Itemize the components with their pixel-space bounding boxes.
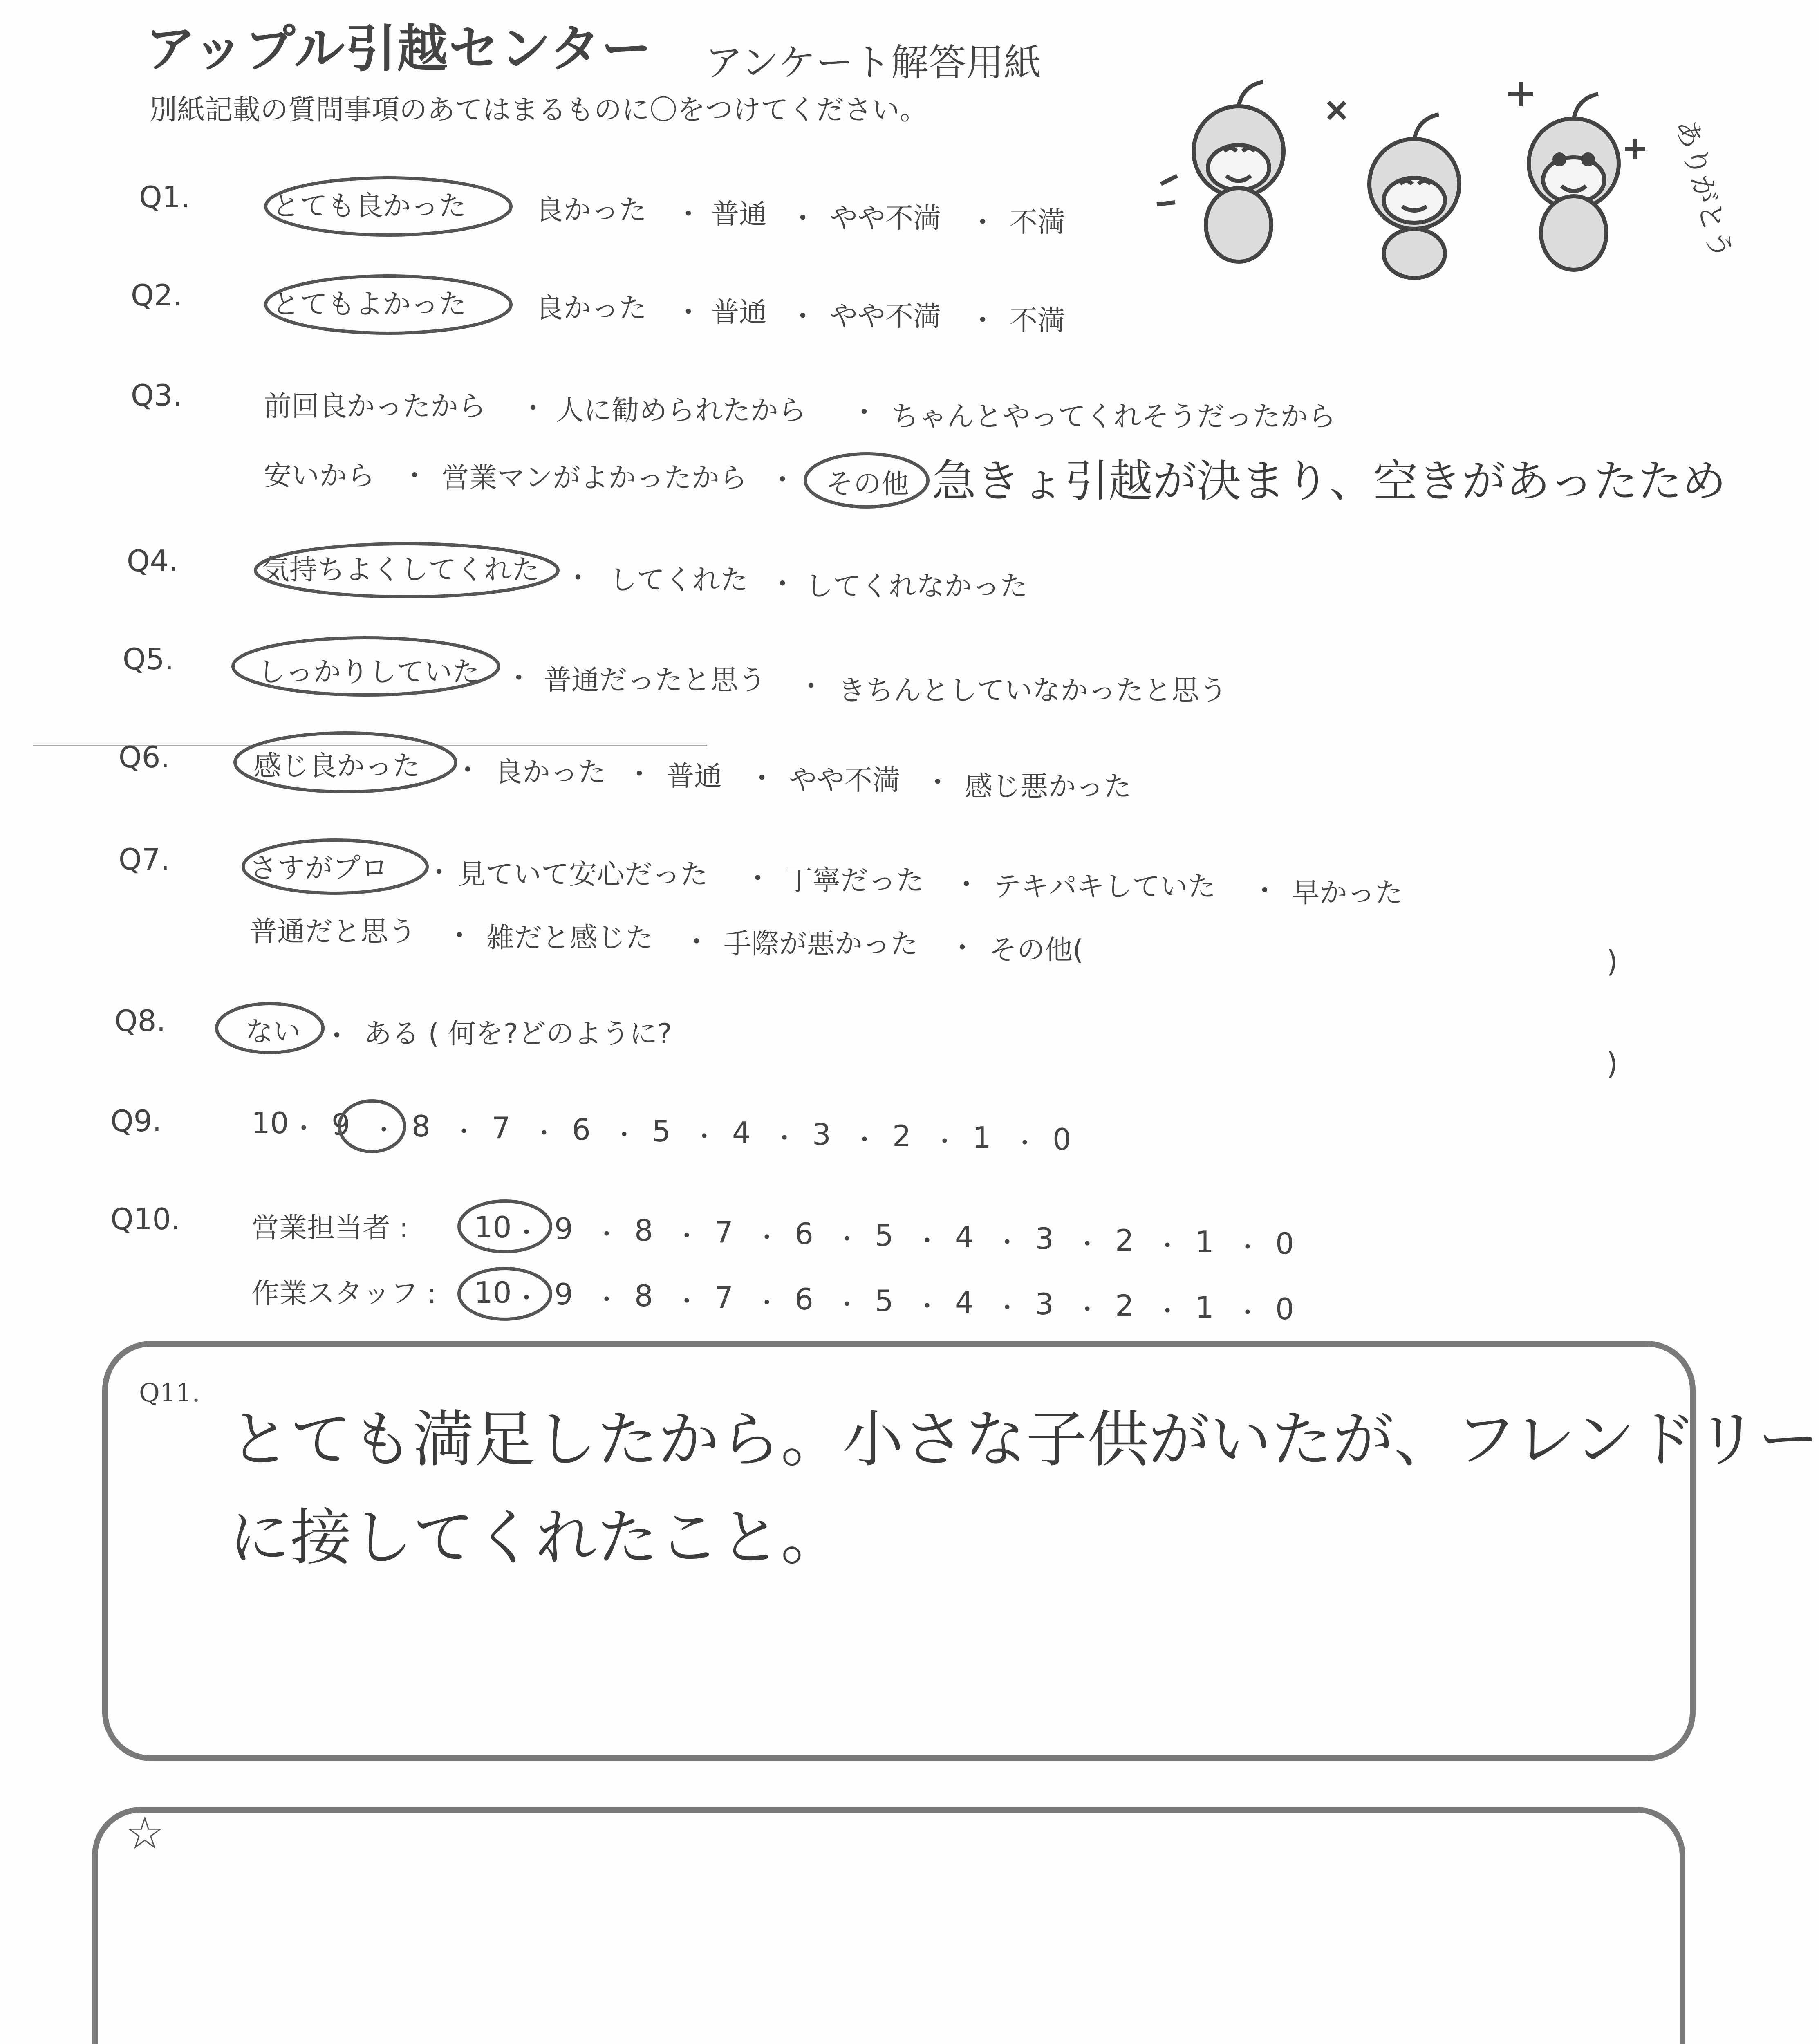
scale-number-2[interactable]: 2 bbox=[892, 1119, 911, 1153]
separator-dot: ・ bbox=[564, 562, 592, 594]
separator-dot: ・ bbox=[852, 1126, 877, 1154]
separator-dot: ・ bbox=[519, 392, 547, 425]
form-subtitle: アンケート解答用紙 bbox=[705, 41, 1042, 85]
q4-option-1[interactable]: 気持ちよくしてくれた bbox=[262, 554, 540, 586]
q1-option-2[interactable]: 良かった bbox=[535, 194, 647, 226]
star-icon: ☆ bbox=[125, 1807, 165, 1859]
q5-label: Q5. bbox=[123, 642, 174, 676]
q7-option-3[interactable]: 丁寧だった bbox=[785, 865, 924, 897]
scale-number-1[interactable]: 1 bbox=[1195, 1225, 1214, 1259]
separator-dot: ・ bbox=[454, 754, 482, 787]
q7-option-8[interactable]: 手際が悪かった bbox=[724, 928, 918, 960]
q3-option-2[interactable]: 人に勧められたから bbox=[556, 394, 806, 427]
q6-option-3[interactable]: 普通 bbox=[666, 760, 722, 793]
separator-dot: ・ bbox=[674, 198, 703, 231]
q10-label: Q10. bbox=[110, 1202, 181, 1236]
q4-option-3[interactable]: してくれなかった bbox=[805, 570, 1028, 603]
selection-circle bbox=[335, 1096, 409, 1157]
scale-number-8[interactable]: 8 bbox=[412, 1109, 430, 1143]
separator-dot: ・ bbox=[1235, 1233, 1260, 1262]
separator-dot: ・ bbox=[446, 920, 474, 952]
scale-number-5[interactable]: 5 bbox=[875, 1284, 894, 1318]
separator-dot: ・ bbox=[789, 202, 817, 235]
q6-option-5[interactable]: 感じ悪かった bbox=[965, 771, 1132, 803]
monkey-mascots-illustration bbox=[1145, 49, 1739, 278]
selection-circle bbox=[801, 448, 932, 513]
separator-dot: ・ bbox=[789, 300, 817, 333]
q7-label: Q7. bbox=[119, 842, 170, 876]
scale-number-0[interactable]: 0 bbox=[1275, 1292, 1294, 1326]
star-comment-box[interactable] bbox=[92, 1807, 1685, 2044]
separator-dot: ・ bbox=[768, 464, 797, 496]
q3-label: Q3. bbox=[131, 378, 182, 412]
separator-dot: ・ bbox=[755, 1224, 779, 1252]
scale-number-2[interactable]: 2 bbox=[1115, 1289, 1134, 1323]
scale-number-1[interactable]: 1 bbox=[1195, 1290, 1214, 1325]
separator-dot: ・ bbox=[969, 206, 997, 239]
q3-option-5[interactable]: 営業マンがよかったから bbox=[441, 462, 748, 494]
selection-circle bbox=[454, 1196, 556, 1257]
scale-number-2[interactable]: 2 bbox=[1115, 1223, 1134, 1257]
q6-option-2[interactable]: 良かった bbox=[495, 756, 606, 789]
q3-option-6[interactable]: その他 bbox=[826, 468, 910, 500]
separator-dot: ・ bbox=[612, 1121, 636, 1150]
q10-sales-label: 営業担当者 : bbox=[251, 1212, 409, 1244]
scale-number-0[interactable]: 0 bbox=[1053, 1122, 1071, 1156]
scale-number-8[interactable]: 8 bbox=[634, 1279, 653, 1313]
mascot-caption: ありがとう bbox=[1669, 116, 1739, 263]
scale-number-9[interactable]: 9 bbox=[332, 1107, 350, 1142]
separator-dot: ・ bbox=[932, 1127, 957, 1156]
separator-dot: ・ bbox=[1075, 1230, 1100, 1259]
q5-option-3[interactable]: きちんとしていなかったと思う bbox=[838, 675, 1228, 707]
q2-option-2[interactable]: 良かった bbox=[535, 292, 647, 325]
selection-circle bbox=[249, 538, 564, 603]
q8-label: Q8. bbox=[114, 1004, 166, 1038]
q9-label: Q9. bbox=[110, 1104, 162, 1138]
selection-circle bbox=[239, 834, 431, 899]
selection-circle bbox=[262, 172, 515, 241]
q2-option-5[interactable]: 不満 bbox=[1010, 305, 1066, 337]
scale-number-4[interactable]: 4 bbox=[732, 1116, 751, 1150]
separator-dot: ・ bbox=[674, 1222, 699, 1251]
separator-dot: ・ bbox=[948, 932, 977, 964]
scale-number-6[interactable]: 6 bbox=[795, 1282, 813, 1316]
q4-option-2[interactable]: してくれた bbox=[609, 564, 748, 596]
scale-number-9[interactable]: 9 bbox=[554, 1277, 573, 1311]
scale-number-10[interactable]: 10 bbox=[474, 1210, 512, 1244]
q8-close-paren: ) bbox=[1606, 1047, 1618, 1081]
q6-option-1[interactable]: 感じ良かった bbox=[253, 750, 421, 782]
q2-option-4[interactable]: やや不満 bbox=[830, 300, 941, 333]
scale-number-4[interactable]: 4 bbox=[955, 1285, 974, 1320]
separator-dot: ・ bbox=[514, 1284, 539, 1313]
separator-dot: ・ bbox=[425, 856, 453, 889]
scale-number-4[interactable]: 4 bbox=[955, 1220, 974, 1254]
separator-dot: ・ bbox=[1155, 1297, 1180, 1326]
q6-option-4[interactable]: やや不満 bbox=[789, 764, 901, 797]
separator-dot: ・ bbox=[323, 1020, 351, 1052]
selection-circle bbox=[454, 1263, 556, 1325]
scale-number-7[interactable]: 7 bbox=[715, 1280, 733, 1315]
q5-option-2[interactable]: 普通だったと思う bbox=[544, 664, 766, 697]
separator-dot: ・ bbox=[797, 670, 825, 703]
scale-number-6[interactable]: 6 bbox=[795, 1217, 813, 1251]
q7-option-2[interactable]: 見ていて安心だった bbox=[458, 858, 708, 891]
separator-dot: ・ bbox=[1013, 1129, 1037, 1158]
scale-number-3[interactable]: 3 bbox=[1035, 1221, 1054, 1256]
separator-dot: ・ bbox=[674, 1287, 699, 1316]
q2-option-1[interactable]: とてもよかった bbox=[272, 288, 467, 320]
separator-dot: ・ bbox=[768, 568, 797, 601]
separator-dot: ・ bbox=[594, 1220, 619, 1249]
separator-dot: ・ bbox=[835, 1291, 859, 1319]
q5-option-1[interactable]: しっかりしていた bbox=[258, 656, 480, 688]
q4-label: Q4. bbox=[127, 544, 178, 578]
q1-option-4[interactable]: やや不満 bbox=[830, 202, 941, 235]
q7-option-6[interactable]: 普通だと思う bbox=[249, 916, 417, 948]
separator-dot: ・ bbox=[744, 863, 772, 895]
scale-number-7[interactable]: 7 bbox=[715, 1215, 733, 1249]
scale-number-1[interactable]: 1 bbox=[972, 1121, 991, 1155]
separator-dot: ・ bbox=[969, 305, 997, 337]
scale-number-3[interactable]: 3 bbox=[1035, 1287, 1054, 1321]
q1-option-1[interactable]: とても良かった bbox=[272, 190, 467, 222]
scale-number-10[interactable]: 10 bbox=[251, 1106, 289, 1140]
scale-number-8[interactable]: 8 bbox=[634, 1213, 653, 1248]
separator-dot: ・ bbox=[748, 762, 776, 795]
separator-dot: ・ bbox=[505, 662, 533, 695]
separator-dot: ・ bbox=[952, 869, 981, 901]
q1-option-5[interactable]: 不満 bbox=[1010, 206, 1066, 239]
separator-dot: ・ bbox=[850, 397, 878, 429]
scale-number-10[interactable]: 10 bbox=[474, 1275, 512, 1310]
selection-circle bbox=[229, 632, 503, 701]
q6-label: Q6. bbox=[119, 740, 170, 774]
q10-staff-label: 作業スタッフ : bbox=[251, 1278, 437, 1310]
scale-number-7[interactable]: 7 bbox=[492, 1111, 511, 1145]
separator-dot: ・ bbox=[692, 1123, 717, 1151]
separator-dot: ・ bbox=[372, 1116, 396, 1145]
separator-dot: ・ bbox=[452, 1118, 476, 1146]
separator-dot: ・ bbox=[625, 758, 654, 791]
scale-number-0[interactable]: 0 bbox=[1275, 1226, 1294, 1261]
separator-dot: ・ bbox=[772, 1124, 797, 1153]
scale-number-5[interactable]: 5 bbox=[875, 1218, 894, 1253]
q11-handwritten-line2: に接してくれたこと。 bbox=[229, 1502, 842, 1573]
selection-circle bbox=[213, 997, 327, 1059]
separator-dot: ・ bbox=[1235, 1299, 1260, 1327]
separator-dot: ・ bbox=[532, 1119, 556, 1148]
q7-option-1[interactable]: さすがプロ bbox=[249, 852, 389, 885]
q1-option-3[interactable]: 普通 bbox=[711, 198, 767, 231]
q11-handwritten-line1: とても満足したから。小さな子供がいたが、フレンドリー bbox=[229, 1404, 1819, 1475]
separator-dot: ・ bbox=[1251, 875, 1279, 907]
separator-dot: ・ bbox=[674, 296, 703, 329]
separator-dot: ・ bbox=[401, 460, 429, 492]
q11-label: Q11. bbox=[139, 1378, 200, 1407]
q7-option-7[interactable]: 雑だと感じた bbox=[486, 922, 654, 954]
q8-option-1[interactable]: ない bbox=[245, 1016, 301, 1048]
separator-dot: ・ bbox=[1155, 1232, 1180, 1260]
q3-option-1[interactable]: 前回良かったから bbox=[264, 390, 486, 423]
q8-option-2[interactable]: ある ( 何を?どのように? bbox=[364, 1018, 672, 1050]
form-title: アップル引越センター bbox=[145, 20, 653, 78]
separator-dot: ・ bbox=[915, 1292, 939, 1321]
separator-dot: ・ bbox=[995, 1228, 1019, 1257]
q1-label: Q1. bbox=[139, 180, 190, 214]
scale-number-9[interactable]: 9 bbox=[554, 1212, 573, 1246]
separator-dot: ・ bbox=[291, 1114, 316, 1143]
q2-option-3[interactable]: 普通 bbox=[711, 296, 767, 329]
q3-option-3[interactable]: ちゃんとやってくれそうだったから bbox=[891, 401, 1336, 433]
separator-dot: ・ bbox=[915, 1227, 939, 1255]
form-instruction: 別紙記載の質問事項のあてはまるものに〇をつけてください。 bbox=[149, 94, 928, 126]
scale-number-3[interactable]: 3 bbox=[812, 1117, 831, 1152]
separator-dot: ・ bbox=[514, 1219, 539, 1247]
separator-dot: ・ bbox=[683, 926, 711, 958]
separator-dot: ・ bbox=[594, 1286, 619, 1314]
separator-dot: ・ bbox=[755, 1289, 779, 1318]
q7-option-4[interactable]: テキパキしていた bbox=[993, 871, 1216, 903]
separator-dot: ・ bbox=[995, 1294, 1019, 1322]
q7-option-5[interactable]: 早かった bbox=[1292, 877, 1403, 909]
separator-dot: ・ bbox=[924, 766, 952, 799]
q7-option-9[interactable]: その他( bbox=[989, 934, 1084, 966]
q3-option-4[interactable]: 安いから bbox=[264, 460, 375, 492]
q7-close-paren: ) bbox=[1606, 944, 1618, 979]
q2-label: Q2. bbox=[131, 278, 182, 312]
separator-dot: ・ bbox=[835, 1225, 859, 1254]
q3-other-handwritten: 急きょ引越が決まり、空きがあったため bbox=[932, 456, 1726, 507]
scale-number-5[interactable]: 5 bbox=[652, 1114, 671, 1148]
separator-dot: ・ bbox=[1075, 1295, 1100, 1324]
scale-number-6[interactable]: 6 bbox=[572, 1112, 591, 1147]
selection-circle bbox=[231, 728, 460, 797]
selection-circle bbox=[262, 270, 515, 339]
